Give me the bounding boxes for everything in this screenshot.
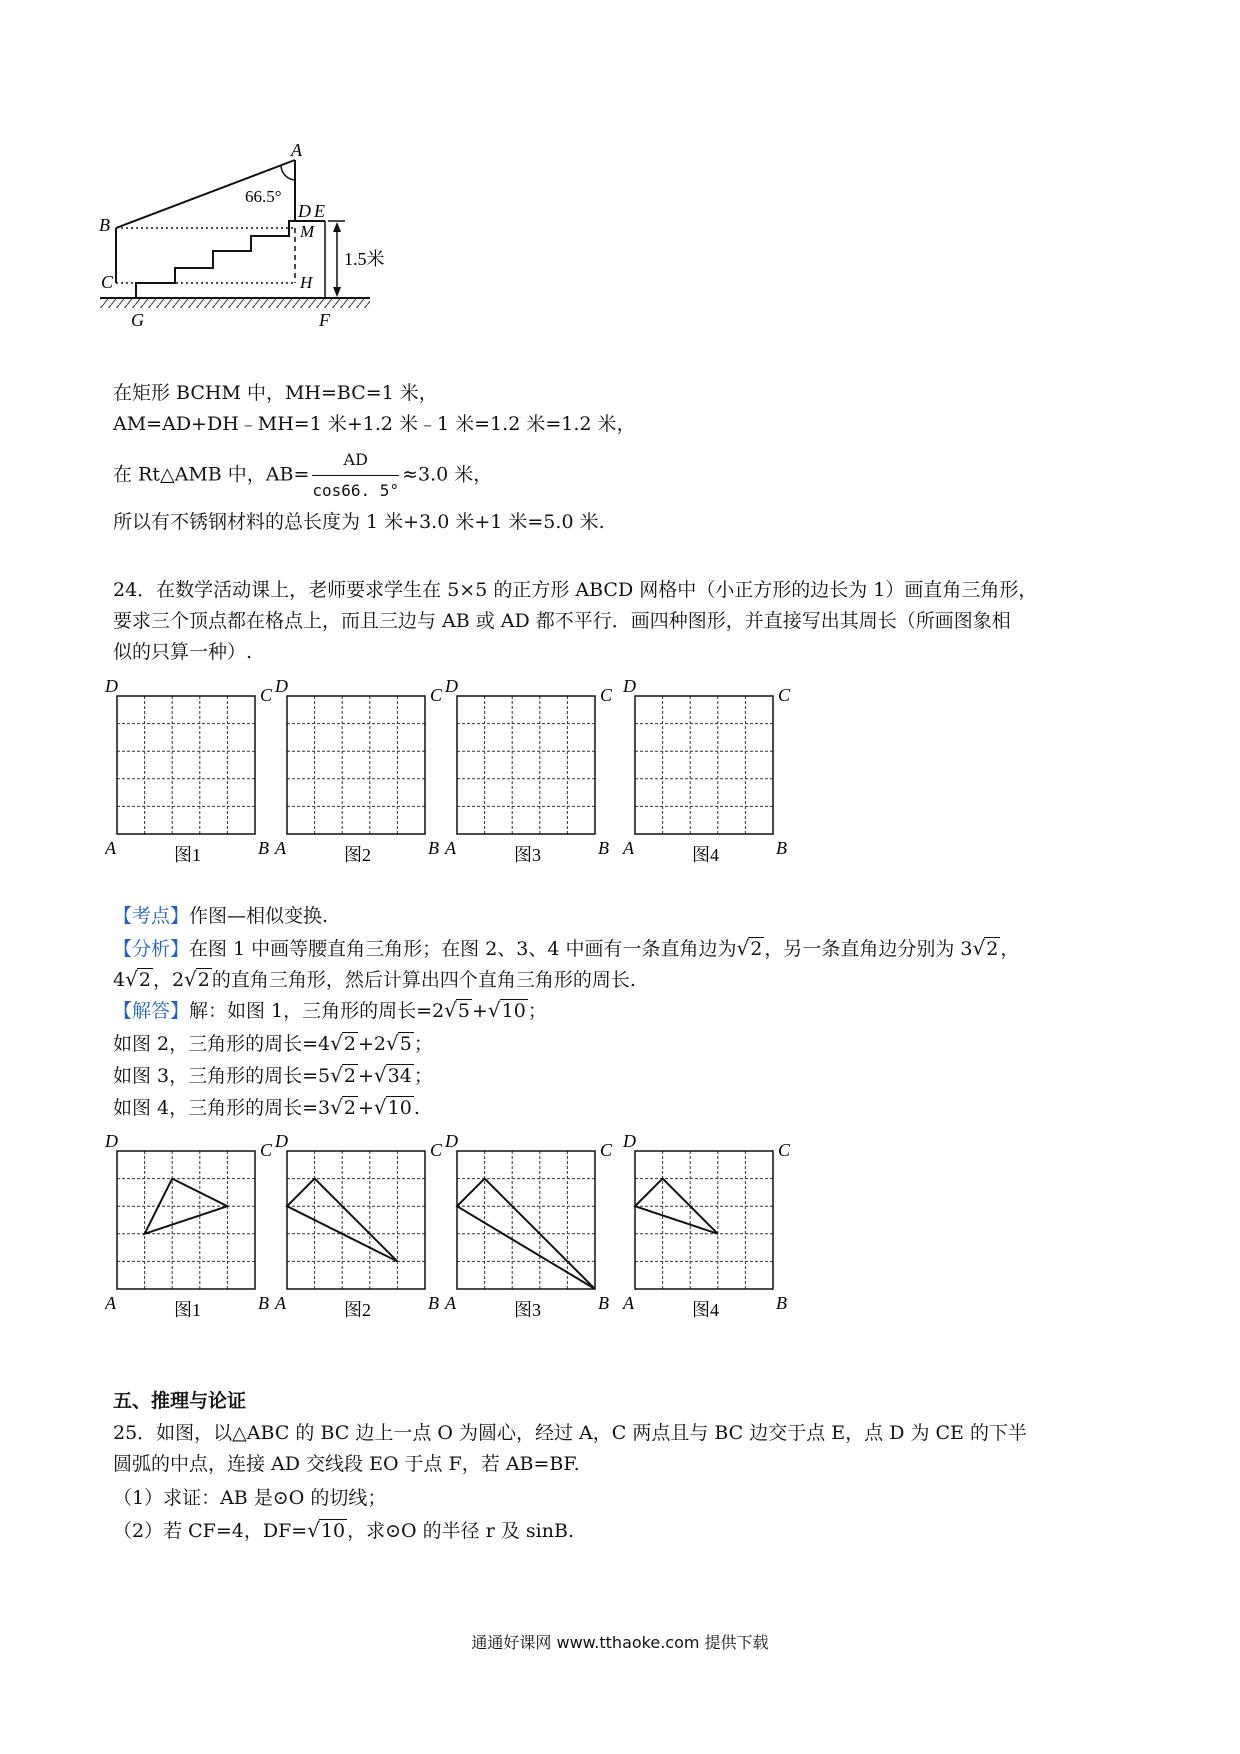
kaodian-line [113,902,328,930]
sol23-line3-pre: 在 Rt△AMB 中，AB= [113,463,310,486]
corner-label-c: C [600,1140,613,1160]
answer-grid-2 [274,1131,443,1320]
sqrt-icon: √ [487,998,501,1022]
sqrt-icon: √ [972,936,986,960]
kaodian-tag: 【考点】 [113,905,190,927]
figure-caption: 图1 [174,845,201,865]
radicand: 2 [750,938,763,960]
corner-label-c: C [778,685,791,705]
fraction-denominator: cos66. 5° [312,481,400,500]
corner-label-d: D [623,1131,636,1151]
point-m: M [300,222,315,241]
figure-caption: 图4 [692,845,719,865]
point-b: B [99,215,110,235]
radicand: 10 [387,1097,412,1119]
fenxi-text2: ，另一条直角边分别为 3 [764,938,973,960]
figure-caption: 图3 [514,845,541,865]
corner-label-b: B [258,1293,269,1313]
corner-label-b: B [428,838,439,858]
figure-caption: 图1 [174,1300,201,1320]
radicand: 2 [343,1065,356,1087]
sol23-line3-post: ≈3.0 米， [402,463,493,486]
corner-label-a: A [105,1293,116,1313]
sol23-line4: 所以有不锈钢材料的总长度为 1 米+3.0 米+1 米=5.0 米. [113,511,605,533]
answer-grid-4 [622,1131,791,1320]
period: . [413,1097,420,1119]
semicolon: ； [527,1000,547,1022]
height-label: 1.5米 [344,249,385,269]
corner-label-d: D [105,676,118,696]
sqrt-icon: √ [184,967,197,991]
sqrt-icon: √ [307,1518,320,1542]
corner-label-d: D [275,1131,288,1151]
corner-label-c: C [430,685,443,705]
dim-arrow-up [333,222,341,232]
corner-label-d: D [445,676,458,696]
fenxi-text3: 的直角三角形，然后计算出四个直角三角形的周长. [211,969,636,991]
corner-label-b: B [258,838,269,858]
empty-grid-4 [622,676,791,865]
corner-label-a: A [445,1293,456,1313]
point-f: F [319,310,330,330]
radicand: 5 [457,1000,470,1022]
point-c: C [101,272,114,292]
coef-four: 4 [113,969,126,991]
corner-label-a: A [623,838,634,858]
answer-grid-3 [444,1131,613,1320]
stairs [136,221,325,298]
corner-label-d: D [445,1131,458,1151]
figure-caption: 图3 [514,1300,541,1320]
point-g: G [131,310,144,330]
comma: ， [152,969,172,991]
corner-label-c: C [260,1140,273,1160]
plus: + [472,1000,488,1022]
fenxi-line1 [113,934,1019,963]
radicand: 5 [399,1033,412,1055]
corner-label-a: A [275,838,286,858]
semicolon: ； [413,1033,433,1055]
angle-label: 66.5° [245,187,282,206]
corner-label-c: C [778,1140,791,1160]
semicolon: ； [413,1065,433,1087]
plus: + [357,1065,374,1087]
point-h: H [300,273,313,292]
sqrt-icon: √ [736,936,750,960]
corner-label-a: A [623,1293,634,1313]
q25-part2 [113,1516,574,1545]
sqrt-icon: √ [444,998,457,1022]
corner-label-c: C [600,685,613,705]
q24-line1: 24．在数学活动课上，老师要求学生在 5×5 的正方形 ABCD 网格中（小正方形的边长为 1）画直角三角形， [113,579,1038,601]
corner-label-a: A [445,838,456,858]
jieda-text1: 解：如图 1，三角形的周长=2 [189,1000,445,1022]
corner-label-d: D [105,1131,118,1151]
section-heading: 五、推理与论证 [113,1390,247,1412]
answer-grids-figure [105,1131,905,1336]
sol23-line3 [113,446,492,505]
sqrt-icon: √ [330,1063,343,1087]
corner-label-d: D [275,676,288,696]
radicand: 10 [501,1000,526,1022]
q25-part2-post: ，求⊙O 的半径 r 及 sinB. [347,1520,574,1542]
corner-label-a: A [105,838,116,858]
kaodian-text: 作图—相似变换. [189,905,329,927]
corner-label-b: B [598,838,609,858]
radicand: 2 [138,969,151,991]
point-a: A [291,140,302,160]
fig4-pre: 如图 4，三角形的周长=3 [113,1097,331,1119]
radicand: 10 [320,1520,346,1542]
corner-label-a: A [275,1293,286,1313]
plus: + [357,1097,374,1119]
q25-line1: 25．如图，以△ABC 的 BC 边上一点 O 为圆心，经过 A，C 两点且与 BC 边交于点 E，点 D 为 CE 的下半 [113,1422,1027,1444]
radicand: 2 [197,969,210,991]
q25-part2-pre: （2）若 CF=4，DF= [113,1520,308,1542]
stair-figure [95,135,395,335]
grid-border [457,696,595,834]
empty-grid-1 [105,676,273,865]
q25-line2: 圆弧的中点，连接 AD 交线段 EO 于点 F，若 AB=BF. [113,1453,580,1475]
empty-grid-3 [444,676,613,865]
sqrt-icon: √ [373,1095,387,1119]
fig2-mid: +2 [357,1033,386,1055]
corner-label-c: C [260,685,273,705]
grid-border [117,696,255,834]
sqrt-icon: √ [373,1063,387,1087]
fraction-ad-cos [312,446,399,505]
empty-grids-figure [105,676,905,881]
radicand: 2 [986,938,999,960]
page-footer: 通通好课网 www.tthaoke.com 提供下载 [471,1633,769,1652]
dim-arrow-down [333,287,341,297]
corner-label-c: C [430,1140,443,1160]
grid-border [287,696,425,834]
figure-caption: 图4 [692,1300,719,1320]
comma: ， [1000,938,1020,960]
empty-grid-2 [274,676,443,865]
answer-grid-1 [105,1131,273,1320]
sqrt-icon: √ [330,1031,343,1055]
grid-border [635,696,773,834]
radicand: 2 [343,1097,356,1119]
q25-part1: （1）求证：AB 是⊙O 的切线； [113,1487,387,1509]
corner-label-b: B [776,1293,787,1313]
jieda-tag: 【解答】 [113,1000,190,1022]
figure-caption: 图2 [344,1300,371,1320]
fenxi-text1: 在图 1 中画等腰直角三角形；在图 2、3、4 中画有一条直角边为 [189,938,737,960]
fig2-perimeter-line [113,1029,433,1058]
angle-arc [281,165,295,180]
q24-line2: 要求三个顶点都在格点上，而且三边与 AB 或 AD 都不平行．画四种图形，并直接写出其周长（所画图象相 [113,610,1011,632]
figure-caption: 图2 [344,845,371,865]
sqrt-icon: √ [386,1031,399,1055]
coef-two: 2 [171,969,185,991]
corner-label-d: D [623,676,636,696]
sol23-line1: 在矩形 BCHM 中，MH=BC=1 米， [113,382,438,404]
corner-label-b: B [428,1293,439,1313]
point-e: E [314,201,325,221]
ground-hatching [100,298,370,308]
fig3-perimeter-line [113,1061,433,1090]
radicand: 2 [343,1033,356,1055]
fraction-numerator: AD [312,446,399,476]
sqrt-icon: √ [125,967,138,991]
fig2-pre: 如图 2，三角形的周长=4 [113,1033,331,1055]
radicand: 34 [387,1065,412,1087]
jieda-line [113,996,547,1025]
q24-line3: 似的只算一种）. [113,641,253,663]
corner-label-b: B [776,838,787,858]
point-d: D [298,201,311,221]
corner-label-b: B [598,1293,609,1313]
sol23-line2: AM=AD+DH﹣MH=1 米+1.2 米﹣1 米=1.2 米=1.2 米， [113,413,636,435]
fenxi-line2 [113,965,636,994]
sqrt-icon: √ [330,1095,343,1119]
fenxi-tag: 【分析】 [113,938,190,960]
fig3-pre: 如图 3，三角形的周长=5 [113,1065,331,1087]
fig4-perimeter-line [113,1093,420,1122]
